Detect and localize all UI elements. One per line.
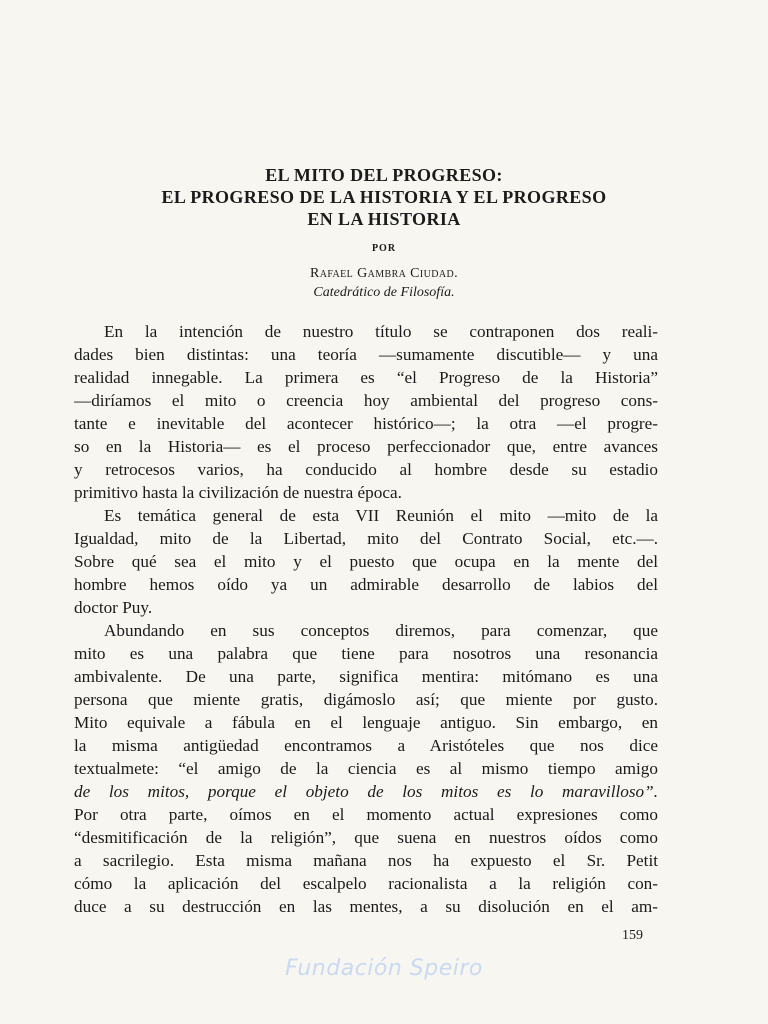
article-title: [60, 164, 708, 230]
byline: POR: [371, 243, 397, 254]
author-name: Rafael Gambra Ciudad.: [309, 266, 459, 281]
text-line: En la intención de nuestro título se contraponen dos reali-: [104, 322, 658, 341]
text-line: mito es una palabra que tiene para nosotros una resonancia: [74, 644, 658, 663]
paragraph-3: [74, 619, 658, 918]
text-line: Es temática general de esta VII Reunión el mito —mito de la: [104, 506, 658, 525]
paragraph-2: [74, 504, 658, 619]
text-line: realidad innegable. La primera es “el Progreso de la Historia”: [74, 368, 658, 387]
text-line: tante e inevitable del acontecer histórico—; la otra —el progre-: [74, 414, 658, 433]
text-line: textualmete: “el amigo de la ciencia es al mismo tiempo amigo: [74, 759, 658, 778]
text-line: de los mitos, porque el objeto de los mitos es lo maravilloso”.: [74, 782, 658, 801]
article-body: [74, 320, 658, 918]
text-line: cómo la aplicación del escalpelo racionalista a la religión con-: [74, 874, 658, 893]
text-line: hombre hemos oído ya un admirable desarrollo de labios del: [74, 575, 658, 594]
text-line: Igualdad, mito de la Libertad, mito del Contrato Social, etc.—.: [74, 529, 658, 548]
text-line: duce a su destrucción en las mentes, a su disolución en el am-: [74, 897, 658, 916]
text-line: Por otra parte, oímos en el momento actual expresiones como: [74, 805, 658, 824]
text-line: —diríamos el mito o creencia hoy ambiental del progreso cons-: [74, 391, 658, 410]
author-affiliation: Catedrático de Filosofía.: [313, 285, 455, 300]
title-line-1: EL MITO DEL PROGRESO:: [265, 165, 503, 185]
text-line: Sobre qué sea el mito y el puesto que ocupa en la mente del: [74, 552, 658, 571]
text-line: dades bien distintas: una teoría —sumamente discutible— y una: [74, 345, 658, 364]
text-line: Mito equivale a fábula en el lenguaje antiguo. Sin embargo, en: [74, 713, 658, 732]
text-line: y retrocesos varios, ha conducido al hombre desde su estadio: [74, 460, 658, 479]
text-line: la misma antigüedad encontramos a Aristóteles que nos dice: [74, 736, 658, 755]
text-line: persona que miente gratis, digámoslo así; que miente por gusto.: [74, 690, 658, 709]
title-line-3: EN LA HISTORIA: [307, 209, 461, 229]
text-line: ambivalente. De una parte, significa mentira: mitómano es una: [74, 667, 658, 686]
text-line: doctor Puy.: [74, 598, 153, 617]
text-line: “desmitificación de la religión”, que suena en nuestros oídos como: [74, 828, 658, 847]
text-line: a sacrilegio. Esta misma mañana nos ha expuesto el Sr. Petit: [74, 851, 658, 870]
text-line: primitivo hasta la civilización de nuestra época.: [74, 483, 402, 502]
watermark: Fundación Speiro: [285, 956, 483, 981]
title-line-2: EL PROGRESO DE LA HISTORIA Y EL PROGRESO: [161, 187, 607, 207]
page-number: 159: [622, 928, 643, 943]
text-line: Abundando en sus conceptos diremos, para comenzar, que: [104, 621, 658, 640]
text-line: so en la Historia— es el proceso perfeccionador que, entre avances: [74, 437, 658, 456]
paragraph-1: [74, 320, 658, 504]
